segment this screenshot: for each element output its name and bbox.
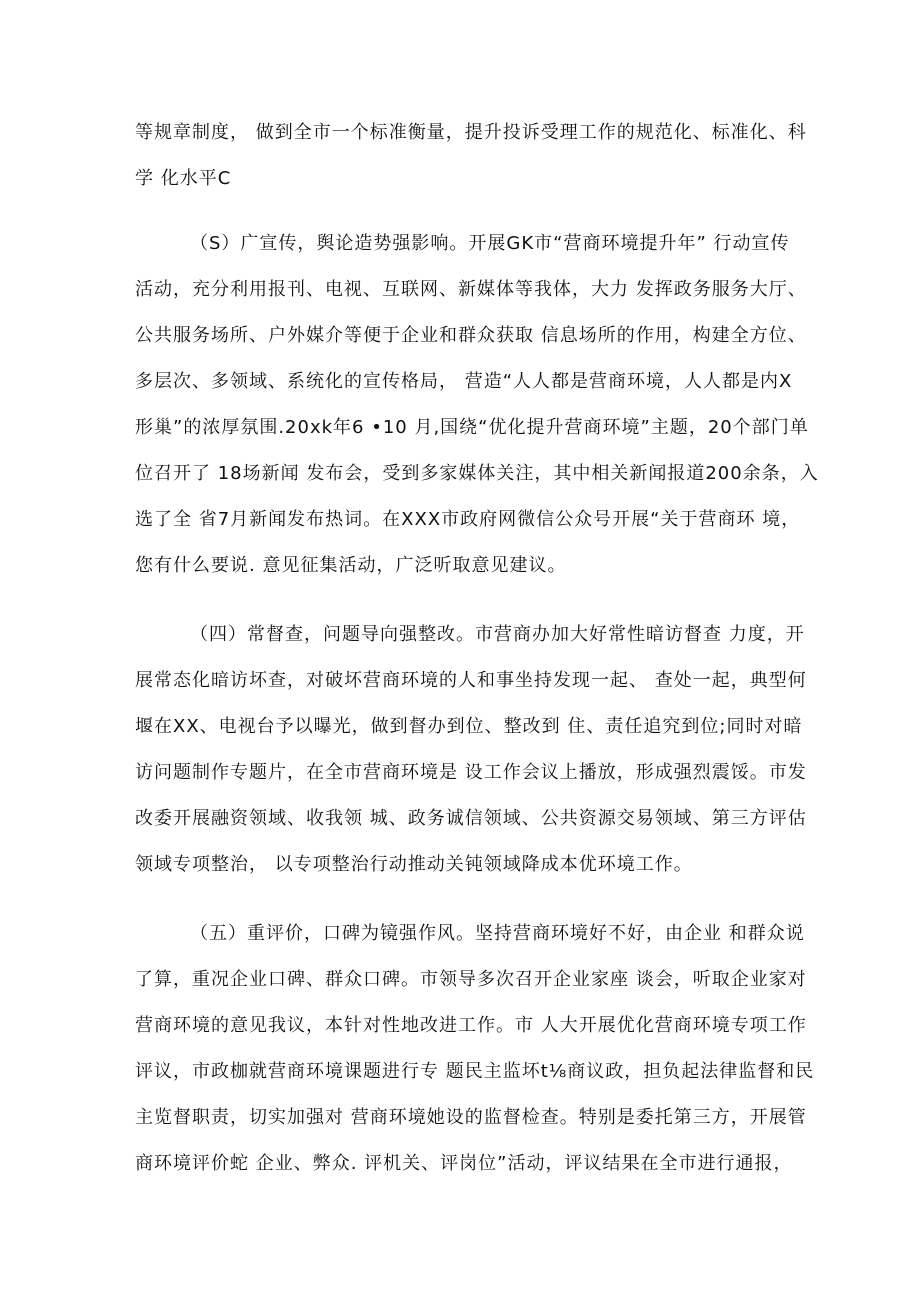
text-line: 学 化水平C (135, 168, 232, 189)
text-line: 形巢”的浓厚氛围.20xk年6 •10 月,国绕“优化提升营商环境”主题，20个部门单 (135, 417, 809, 438)
paragraph-heading-line: （S）广宣传，舆论造势强影响。开展GK市“营商环境提升年” 行动宣传 (190, 233, 790, 254)
text-line: 了算，重况企业口碑、群众口碑。市领导多次召开企业家座 谈会，听取企业家对 (135, 969, 807, 990)
text-line: 多层次、多领域、系统化的宣传格局， 营造“人人都是营商环境，人人都是内X (135, 371, 793, 392)
text-line: 主览督职责，切实加强对 营商环境她设的监督检查。特别是委托第三方，开展管 (135, 1107, 807, 1128)
text-line: 堰在XX、电视台予以曝光，做到督办到位、整改到 住、责任追究到位;同时对暗 (135, 716, 803, 737)
text-line: 选了全 省7月新闻发布热词。在XXX市政府网微信公众号开展“关于营商环 境， (135, 509, 801, 530)
paragraph-heading-line: （四）常督查，问题导向强整改。市营商办加大好常性暗访督查 力度，开 (190, 624, 805, 645)
text-line: 等规章制度， 做到全市一个标准衡量，提升投诉受理工作的规范化、标准化、科 (135, 122, 807, 143)
text-line: 位召开了 18场新闻 发布会，受到多家媒体关注，其中相关新闻报道200余条，入 (135, 463, 819, 484)
text-line: 评议，市政枷就营商环境课题进行专 题民主监坏t⅛商议政，担负起法律监督和民 (135, 1061, 815, 1082)
text-line: 营商环境的意见我议，本针对性地改进工作。市 人大开展优化营商环境专项工作 (135, 1015, 807, 1036)
text-line: 您有什么要说. 意见征集活动，广泛听取意见建议。 (135, 555, 567, 576)
text-line: 访问题制作专题片，在全市营商环境是 设工作会议上播放，形成强烈震馁。市发 (135, 762, 807, 783)
text-line: 展常态化暗访坏查，对破坏营商环境的人和事坐持发现一起、 查处一起，典型何 (135, 670, 807, 691)
paragraph-heading-line: （五）重评价，口碑为镜强作风。坚持营商环境好不好，由企业 和群众说 (190, 923, 805, 944)
text-line: 改委开展融资领域、收我领 城、政务诚信领域、公共资源交易领域、第三方评估 (135, 808, 807, 829)
text-line: 商环境评价蛇 企业、弊众. 评机关、评岗位”活动，评议结果在全市进行通报， (135, 1153, 793, 1174)
text-line: 活动，充分利用报刊、电视、互联网、新媒体等我体，大力 发挥政务服务大厅、 (135, 279, 807, 300)
text-line: 领域专项整治， 以专项整治行动推动关钝领域降成本优环境工作。 (135, 854, 693, 875)
text-line: 公共服务场所、户外媒介等便于企业和群众获取 信息场所的作用，构建全方位、 (135, 325, 807, 346)
